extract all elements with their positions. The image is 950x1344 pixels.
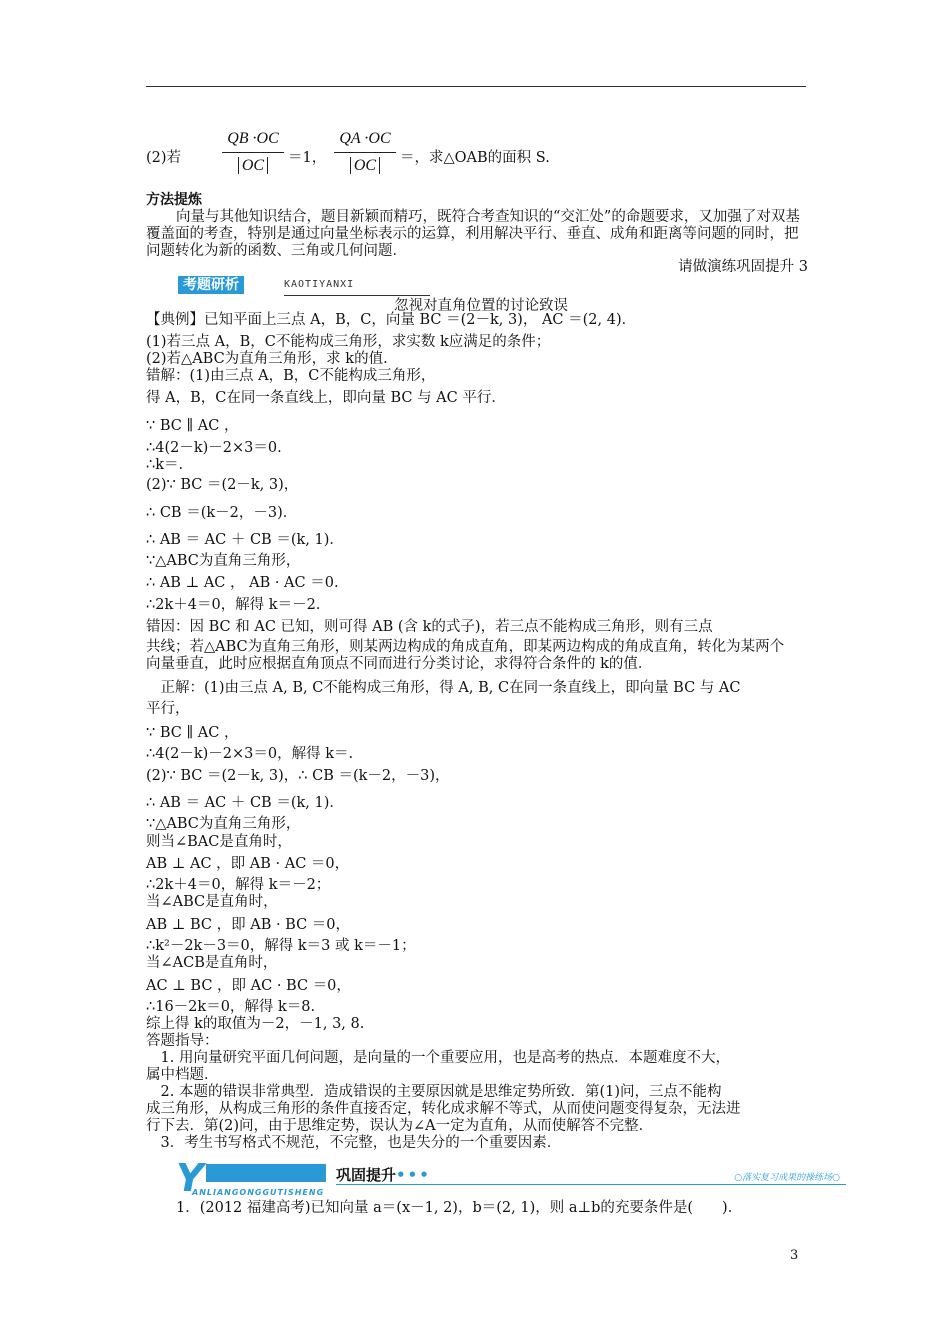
text-line: ∴ CB ＝(k－2，－3)．	[146, 505, 298, 521]
text-line: 3．考生书写格式不规范，不完整，也是失分的一个重要因素．	[146, 1135, 562, 1151]
text-line: 2. 本题的错误非常典型．造成错误的主要原因就是思维定势所致．第(1)问，三点不能构	[146, 1084, 722, 1100]
eq1: ＝1，	[288, 150, 327, 166]
text-line: 则当∠BAC是直角时，	[146, 834, 292, 850]
text-line: ∴k＝.	[146, 457, 184, 473]
text-line: (2)若△ABC为直角三角形，求 k的值.	[146, 351, 388, 367]
text-line: ∴ AB ＝ AC ＋ CB ＝(k, 1)．	[146, 532, 344, 548]
text-line: (2)∵ BC ＝(2－k, 3)，∴ CB ＝(k－2，－3)，	[146, 768, 450, 784]
text-line: 错因：因 BC 和 AC 已知，则可得 AB (含 k的式子)，若三点不能构成三角形，则有三点	[146, 619, 713, 635]
text-line: 答题指导：	[146, 1033, 219, 1049]
method-note: 请做演练巩固提升 3	[678, 259, 808, 275]
text-line: ∴k²－2k－3＝0，解得 k＝3 或 k＝－1；	[146, 938, 416, 954]
text-line: 当∠ABC是直角时，	[146, 894, 278, 910]
fraction-2	[334, 130, 396, 175]
text-line: ∴ AB ＝ AC ＋ CB ＝(k, 1)．	[146, 795, 344, 811]
banner-gonggu-letter: Y	[176, 1156, 204, 1200]
banner-gonggu	[176, 1156, 846, 1200]
question-1: 1．(2012 福建高考)已知向量 a＝(x－1, 2)，b＝(2, 1)，则 a⊥b的充要条件是( )．	[176, 1200, 743, 1216]
text-line: 成三角形，从构成三角形的条件直接否定，转化成求解不等式，从而使问题变得复杂，无法进	[146, 1101, 741, 1117]
text-line: ∴2k＋4＝0，解得 k＝－2.	[146, 597, 321, 613]
method-heading: 方法提炼	[146, 192, 202, 208]
page-number: 3	[790, 1248, 799, 1263]
text-line: 属中档题．	[146, 1067, 219, 1083]
text-line: 【典例】已知平面上三点 A，B，C，向量 BC ＝(2－k, 3)， AC ＝(2, 4)．	[146, 312, 637, 328]
fraction-1-numerator: QB ·OC	[227, 130, 279, 147]
fraction-1-denominator: OC	[238, 157, 268, 174]
banner-kaotiyanxi-label: 考题研析	[178, 276, 244, 294]
text-line: ∴2k＋4＝0，解得 k＝－2；	[146, 877, 331, 893]
text-line: (1)若三点 A，B，C不能构成三角形，求实数 k应满足的条件；	[146, 334, 551, 350]
method-paragraph: 向量与其他知识结合，题目新颖而精巧，既符合考查知识的“交汇处”的命题要求，又加强了对双基覆盖面的考查，特别是通过向量坐标表示的运算，利用解决平行、垂直、成角和距离等问题的同时，把问题转化为新的函数、三角或几何问题．	[146, 209, 800, 259]
text-line: ∵△ABC为直角三角形，	[146, 553, 301, 569]
text-line: 行下去．第(2)问，由于思维定势，误认为∠A一定为直角，从而使解答不完整．	[146, 1118, 654, 1134]
eq2: ＝，求△OAB的面积 S.	[400, 150, 550, 166]
text-line: ∵△ABC为直角三角形，	[146, 816, 301, 832]
header-rule	[146, 86, 806, 87]
text-line: 正解：(1)由三点 A, B, C不能构成三角形，得 A, B, C在同一条直线上，即向量 BC 与 AC	[146, 680, 741, 696]
text-line: 错解：(1)由三点 A，B，C不能构成三角形，	[146, 368, 436, 384]
text-line: AB ⊥ AC ，即 AB · AC ＝0，	[146, 856, 350, 872]
text-line: 得 A，B，C在同一条直线上，即向量 BC 与 AC 平行．	[146, 390, 506, 406]
text-line: ∴ AB ⊥ AC ， AB · AC ＝0.	[146, 575, 339, 591]
text-line: ∵ BC ∥ AC ，	[146, 725, 239, 741]
text-line: ∵ BC ∥ AC ，	[146, 418, 239, 434]
banner-gonggu-pinyin: ANLIANGONGGUTISHENG	[192, 1188, 325, 1197]
part2-prefix: (2)若	[146, 150, 182, 166]
text-line: 共线；若△ABC为直角三角形，则某两边构成的角成直角，即某两边构成的角成直角，转化为某两个	[146, 639, 785, 655]
banner-gonggu-right: ○落实复习成果的操练场○	[734, 1173, 840, 1183]
text-line: ∴4(2－k)－2×3＝0，解得 k＝.	[146, 746, 354, 762]
text-line: 综上得 k的取值为－2，－1, 3, 8.	[146, 1016, 365, 1032]
banner-gonggu-title: 巩固提升•••	[336, 1166, 431, 1184]
text-line: 当∠ACB是直角时，	[146, 955, 278, 971]
fraction-2-numerator: QA ·OC	[339, 130, 391, 147]
section-title: 忽视对直角位置的讨论致误	[394, 298, 568, 314]
text-line: ∴4(2－k)－2×3＝0.	[146, 440, 282, 456]
fraction-2-denominator: OC	[350, 157, 380, 174]
banner-kaotiyanxi	[178, 276, 430, 298]
text-line: AC ⊥ BC ，即 AC · BC ＝0，	[146, 978, 351, 994]
text-line: 平行，	[146, 701, 190, 717]
text-line: ∴16－2k＝0，解得 k＝8.	[146, 999, 316, 1015]
banner-kaotiyanxi-sub: KAOTIYANXI	[284, 279, 355, 290]
text-line: AB ⊥ BC ，即 AB · BC ＝0，	[146, 917, 351, 933]
text-line: (2)∵ BC ＝(2－k, 3)，	[146, 477, 299, 493]
fraction-1	[222, 130, 284, 175]
text-line: 向量垂直，此时应根据直角顶点不同而进行分类讨论，求得符合条件的 k的值．	[146, 656, 653, 672]
text-line: 1. 用向量研究平面几何问题，是向量的一个重要应用，也是高考的热点．本题难度不大，	[146, 1050, 730, 1066]
